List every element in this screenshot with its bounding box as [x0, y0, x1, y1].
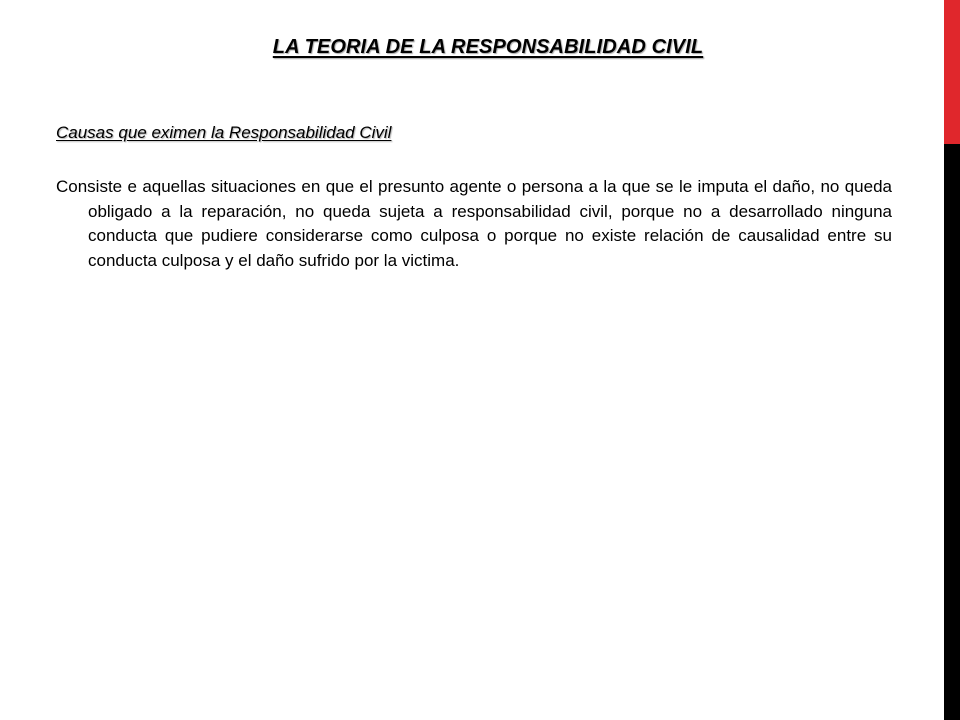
slide-title: LA TEORIA DE LA RESPONSABILIDAD CIVIL	[272, 36, 704, 58]
accent-bar-black	[944, 144, 960, 720]
accent-bar-red	[944, 0, 960, 144]
section-heading: Causas que eximen la Responsabilidad Civil	[56, 123, 392, 142]
body-paragraph: Consiste e aquellas situaciones en que el presunto agente o persona a la que se le imputa el daño, no queda obligado a la reparación, no queda sujeta a responsabilidad civil, porque no a desarrollado ninguna conducta que pudiere considerarse como culposa o porque no existe relación de causalidad entre su conducta culposa y el daño sufrido por la victima.	[56, 177, 892, 270]
